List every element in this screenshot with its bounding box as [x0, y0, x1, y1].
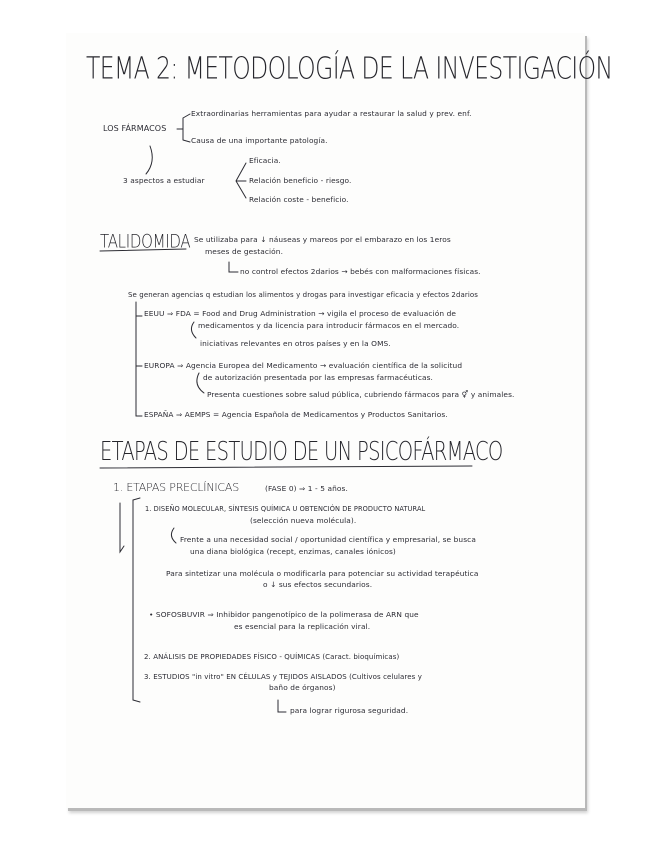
item1-line-2: (selección nueva molécula). — [250, 516, 357, 525]
item1-line-4: una diana biológica (recept, enzimas, canales iónicos) — [190, 547, 396, 556]
espana-line: ESPAÑA ⇒ AEMPS = Agencia Española de Medicamentos y Productos Sanitarios. — [144, 410, 448, 419]
aspects-label: 3 aspectos a estudiar — [123, 176, 205, 185]
farmacos-branch-1: Extraordinarias herramientas para ayudar a restaurar la salud y prev. enf. — [191, 109, 472, 118]
eeuu-line-3: iniciativas relevantes en otros países y en la OMS. — [200, 339, 391, 348]
eeuu-line-2: medicamentos y da licencia para introducir fármacos en el mercado. — [198, 321, 460, 330]
europa-line-2: de autorización presentada por las empresas farmacéuticas. — [203, 373, 434, 382]
aspect-2: Relación beneficio - riesgo. — [249, 176, 352, 185]
talidomida-line-1: Se utilizaba para ↓ náuseas y mareos por el embarazo en los 1eros — [194, 235, 451, 244]
talidomida-heading: TALIDOMIDA — [100, 229, 191, 253]
item3-line-1: 3. ESTUDIOS "in vitro" EN CÉLULAS y TEJIDOS AISLADOS (Cultivos celulares y — [144, 673, 422, 681]
preclinicas-suffix: (FASE 0) ⇒ 1 - 5 años. — [265, 484, 348, 493]
item1-line-6: o ↓ sus efectos secundarios. — [263, 580, 373, 589]
agencies-line: Se generan agencias q estudian los alimentos y drogas para investigar eficacia y efectos 2darios — [128, 291, 479, 299]
eeuu-line-1: EEUU ⇒ FDA = Food and Drug Administration → vigila el proceso de evaluación de — [144, 309, 457, 318]
item1-line-3: Frente a una necesidad social / oportunidad científica y empresarial, se busca — [180, 535, 476, 544]
page-title: TEMA 2: METODOLOGÍA DE LA INVESTIGACIÓN — [86, 49, 613, 87]
europa-line-1: EUROPA ⇒ Agencia Europea del Medicamento → evaluación científica de la solicitud — [144, 361, 463, 370]
talidomida-line-2: meses de gestación. — [205, 247, 284, 256]
talidomida-line-3: no control efectos 2darios → bebés con malformaciones físicas. — [240, 267, 481, 276]
etapas-heading: ETAPAS DE ESTUDIO DE UN PSICOFÁRMACO — [100, 436, 503, 467]
item1-line-1: 1. DISEÑO MOLECULAR, SÍNTESIS QUÍMICA U OBTENCIÓN DE PRODUCTO NATURAL — [145, 505, 426, 513]
europa-line-3: Presenta cuestiones sobre salud pública, cubriendo fármacos para ⚥ y animales. — [207, 390, 515, 399]
item1-line-5: Para sintetizar una molécula o modificarla para potenciar su actividad terapéutica — [166, 569, 479, 578]
aspect-1: Eficacia. — [249, 156, 281, 165]
item3-line-3: para lograr rigurosa seguridad. — [290, 706, 409, 715]
farmacos-label: LOS FÁRMACOS — [103, 124, 167, 133]
sofosbuvir-line-1: • SOFOSBUVIR ⇒ Inhibidor pangenotípico de la polimerasa de ARN que — [149, 610, 419, 619]
preclinicas-heading: 1. ETAPAS PRECLÍNICAS — [113, 481, 240, 494]
farmacos-branch-2: Causa de una importante patología. — [191, 136, 328, 145]
item2-line: 2. ANÁLISIS DE PROPIEDADES FÍSICO - QUÍMICAS (Caract. bioquímicas) — [144, 653, 400, 661]
aspect-3: Relación coste - beneficio. — [249, 195, 349, 204]
item3-line-2: baño de órganos) — [269, 683, 336, 692]
sofosbuvir-line-2: es esencial para la replicación viral. — [234, 622, 371, 631]
